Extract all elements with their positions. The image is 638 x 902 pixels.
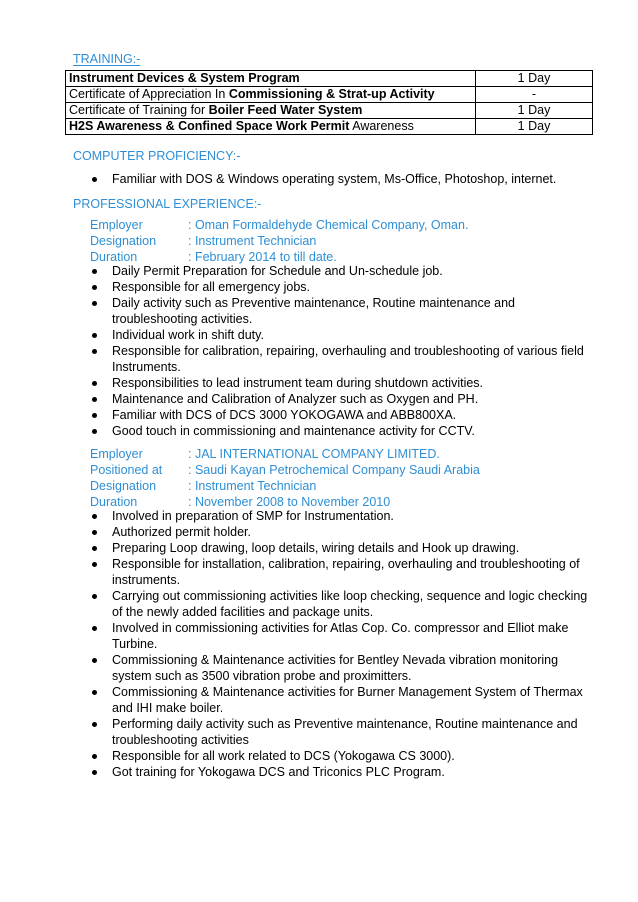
training-row <box>66 71 593 87</box>
detail-label: Duration <box>90 495 138 509</box>
training-table <box>65 70 593 135</box>
list-item: Involved in commissioning activities for Atlas Cop. Co. compressor and Elliot make Turbine. <box>90 620 600 652</box>
job-responsibilities-list <box>90 508 600 780</box>
list-item: Responsible for all work related to DCS (Yokogawa CS 3000). <box>90 748 600 764</box>
training-title <box>66 71 476 87</box>
training-duration: - <box>476 87 593 103</box>
list-item: Involved in preparation of SMP for Instrumentation. <box>90 508 600 524</box>
training-title-part: Instrument Devices & System Program <box>69 71 300 85</box>
list-item: Daily activity such as Preventive maintenance, Routine maintenance and troubleshooting activities. <box>90 295 600 327</box>
detail-row <box>90 217 468 233</box>
computer-proficiency-heading: COMPUTER PROFICIENCY:- <box>73 149 241 163</box>
training-title-part: Commissioning & Strat-up Activity <box>228 87 435 101</box>
list-item: Daily Permit Preparation for Schedule and Un-schedule job. <box>90 263 600 279</box>
training-title-part: H2S Awareness & Confined Space Work Permit <box>69 119 350 133</box>
list-item: Responsible for installation, calibration, repairing, overhauling and troubleshooting of instruments. <box>90 556 600 588</box>
training-row <box>66 119 593 135</box>
training-title <box>66 103 476 119</box>
training-title-part: Certificate of Training for <box>69 103 209 117</box>
training-duration: 1 Day <box>476 119 593 135</box>
list-item: Familiar with DCS of DCS 3000 YOKOGAWA and ABB800XA. <box>90 407 600 423</box>
detail-label: Employer <box>90 447 143 461</box>
detail-value: : November 2008 to November 2010 <box>188 495 391 509</box>
list-item: Individual work in shift duty. <box>90 327 600 343</box>
detail-value: : February 2014 to till date. <box>188 250 337 264</box>
list-item: Good touch in commissioning and maintenance activity for CCTV. <box>90 423 600 439</box>
professional-experience-heading: PROFESSIONAL EXPERIENCE:- <box>73 197 262 211</box>
training-title-part: Certificate of Appreciation In <box>69 87 229 101</box>
training-title-part: Awareness <box>349 119 414 133</box>
list-item: Responsibilities to lead instrument team during shutdown activities. <box>90 375 600 391</box>
detail-label: Duration <box>90 250 138 264</box>
training-duration: 1 Day <box>476 103 593 119</box>
list-item: Commissioning & Maintenance activities for Burner Management System of Thermax and IHI make boiler. <box>90 684 600 716</box>
detail-row <box>90 233 468 249</box>
job-details <box>90 446 480 510</box>
training-row <box>66 103 593 119</box>
list-item: Maintenance and Calibration of Analyzer such as Oxygen and PH. <box>90 391 600 407</box>
training-heading: TRAINING:- <box>73 52 141 66</box>
training-duration: 1 Day <box>476 71 593 87</box>
detail-row <box>90 478 480 494</box>
detail-label: Positioned at <box>90 463 163 477</box>
detail-label: Designation <box>90 234 157 248</box>
job-details <box>90 217 468 265</box>
detail-label: Designation <box>90 479 157 493</box>
detail-value: : Saudi Kayan Petrochemical Company Saudi Arabia <box>188 463 480 477</box>
detail-value: : JAL INTERNATIONAL COMPANY LIMITED. <box>188 447 440 461</box>
list-item: Responsible for calibration, repairing, overhauling and troubleshooting of various field Instruments. <box>90 343 600 375</box>
list-item: Authorized permit holder. <box>90 524 600 540</box>
training-row <box>66 87 593 103</box>
detail-row <box>90 462 480 478</box>
detail-value: : Oman Formaldehyde Chemical Company, Oman. <box>188 218 469 232</box>
detail-value: : Instrument Technician <box>188 479 317 493</box>
list-item: Responsible for all emergency jobs. <box>90 279 600 295</box>
training-title-part: Boiler Feed Water System <box>208 103 363 117</box>
training-title <box>66 87 476 103</box>
list-item: Preparing Loop drawing, loop details, wiring details and Hook up drawing. <box>90 540 600 556</box>
job-responsibilities-list <box>90 263 600 439</box>
computer-proficiency-list <box>90 171 600 187</box>
detail-value: : Instrument Technician <box>188 234 317 248</box>
list-item: Familiar with DOS & Windows operating system, Ms-Office, Photoshop, internet. <box>90 171 600 187</box>
detail-label: Employer <box>90 218 143 232</box>
detail-row <box>90 446 480 462</box>
list-item: Performing daily activity such as Preventive maintenance, Routine maintenance and troubleshooting activities <box>90 716 600 748</box>
list-item: Commissioning & Maintenance activities for Bentley Nevada vibration monitoring system such as 3500 vibration probe and proximitters. <box>90 652 600 684</box>
training-title <box>66 119 476 135</box>
list-item: Carrying out commissioning activities like loop checking, sequence and logic checking of the newly added facilities and package units. <box>90 588 600 620</box>
list-item: Got training for Yokogawa DCS and Triconics PLC Program. <box>90 764 600 780</box>
